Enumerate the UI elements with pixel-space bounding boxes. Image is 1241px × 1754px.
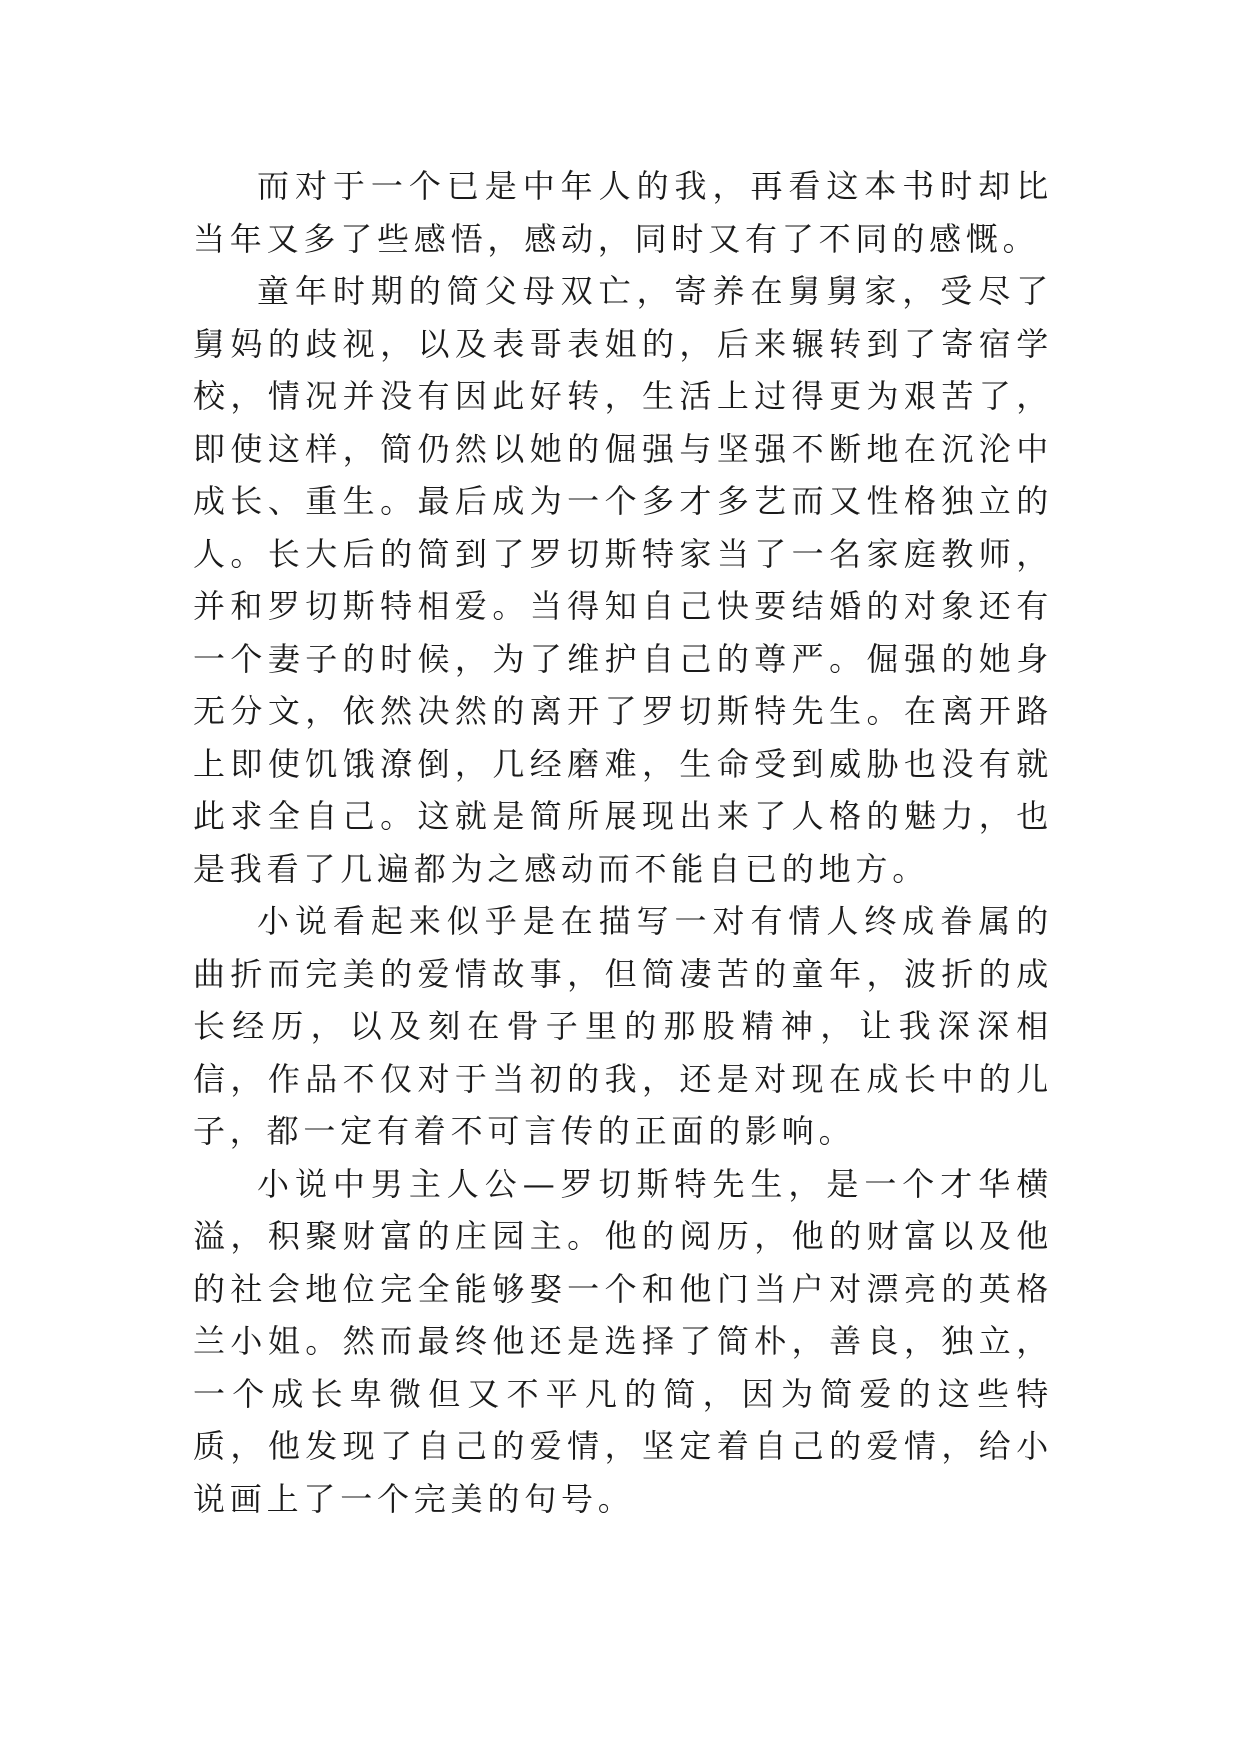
paragraph-2: 童年时期的简父母双亡，寄养在舅舅家，受尽了舅妈的歧视，以及表哥表姐的，后来辗转到了寄宿学校，情况并没有因此好转，生活上过得更为艰苦了，即使这样，简仍然以她的倔强与坚强不断地在沉沦中成长、重生。最后成为一个多才多艺而又性格独立的人。长大后的简到了罗切斯特家当了一名家庭教师，并和罗切斯特相爱。当得知自己快要结婚的对象还有一个妻子的时候，为了维护自己的尊严。倔强的她身无分文，依然决然的离开了罗切斯特先生。在离开路上即使饥饿潦倒，几经磨难，生命受到威胁也没有就此求全自己。这就是简所展现出来了人格的魅力，也是我看了几遍都为之感动而不能自已的地方。 [193,272,1053,888]
paragraph-1: 而对于一个已是中年人的我，再看这本书时却比当年又多了些感悟，感动，同时又有了不同的感慨。 [193,167,1053,258]
paragraph-4: 小说中男主人公—罗切斯特先生，是一个才华横溢，积聚财富的庄园主。他的阅历，他的财富以及他的社会地位完全能够娶一个和他门当户对漂亮的英格兰小姐。然而最终他还是选择了简朴，善良，独立，一个成长卑微但又不平凡的简，因为简爱的这些特质，他发现了自己的爱情，坚定着自己的爱情，给小说画上了一个完美的句号。 [193,1164,1053,1518]
document-body [193,160,1053,1525]
paragraph-3: 小说看起来似乎是在描写一对有情人终成眷属的曲折而完美的爱情故事，但简凄苦的童年，波折的成长经历，以及刻在骨子里的那股精神，让我深深相信，作品不仅对于当初的我，还是对现在成长中的儿子，都一定有着不可言传的正面的影响。 [193,902,1053,1150]
